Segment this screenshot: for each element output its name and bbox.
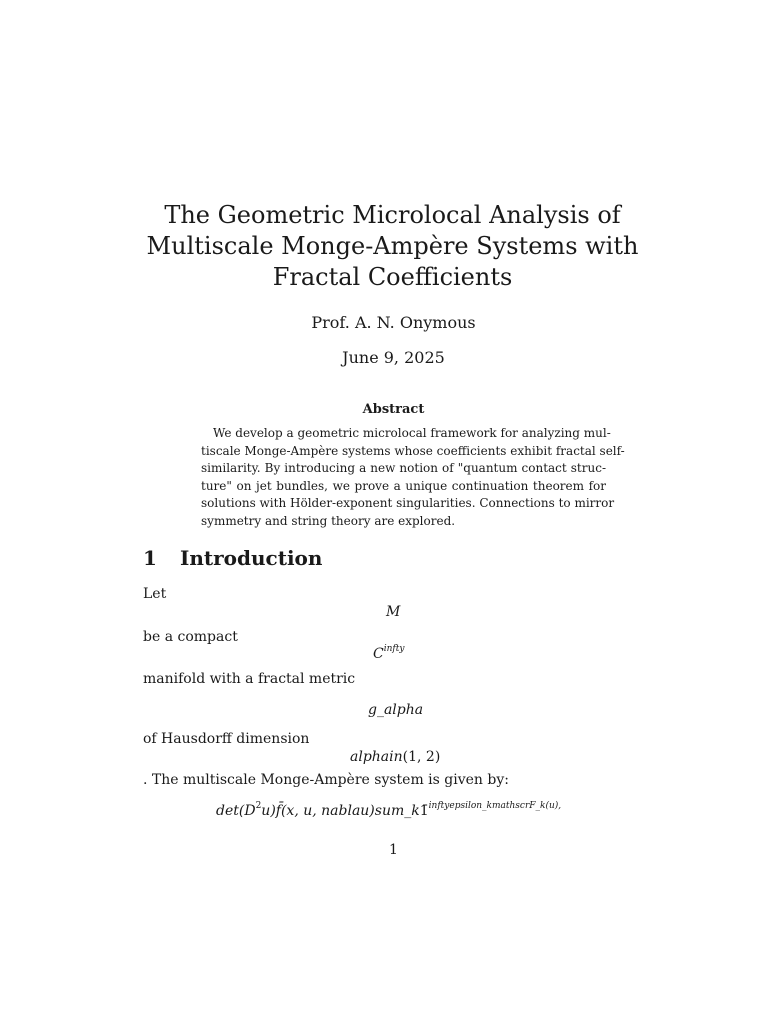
text-manifold: manifold with a fractal metric <box>143 671 356 687</box>
math-alpha-interval <box>350 749 440 765</box>
publication-date: June 9, 2025 <box>342 348 445 367</box>
abstract-heading: Abstract <box>362 402 425 417</box>
text-hausdorff: of Hausdorff dimension <box>143 731 310 747</box>
eq-one: 1̄ <box>419 803 429 819</box>
abstract-line-5: solutions with Hölder-exponent singularities. Connections to mirror <box>201 496 615 510</box>
math-C-infty <box>373 646 404 662</box>
paper-title <box>120 200 665 293</box>
math-C-base: C <box>373 646 384 662</box>
section-heading-introduction <box>143 546 322 570</box>
abstract-line-1: We develop a geometric microlocal framework for analyzing mul- <box>213 426 611 440</box>
equation-monge-ampere <box>216 803 561 819</box>
abstract-body <box>201 425 625 530</box>
title-line-1: The Geometric Microlocal Analysis of <box>164 201 621 229</box>
math-M: M <box>386 604 401 620</box>
eq-det: det(D <box>216 803 256 819</box>
text-system: . The multiscale Monge-Ampère system is given by: <box>143 772 509 788</box>
math-interval: (1, 2) <box>402 749 441 765</box>
text-let: Let <box>143 586 167 602</box>
page-number: 1 <box>389 842 398 858</box>
math-alpha-in: alphain <box>350 749 403 765</box>
abstract-line-6: symmetry and string theory are explored. <box>201 513 456 528</box>
eq-superscript-tail: inftyepsilon_kmathscrF_k(u), <box>428 801 562 811</box>
abstract-line-3: similarity. By introducing a new notion of "quantum contact struc- <box>201 461 606 475</box>
title-line-2: Multiscale Monge-Ampère Systems with <box>146 232 639 260</box>
author-name: Prof. A. N. Onymous <box>311 313 476 332</box>
eq-f: f̄ <box>275 803 281 819</box>
title-line-3: Fractal Coefficients <box>272 263 513 291</box>
eq-power-2: 2 <box>255 801 262 811</box>
abstract-line-4: ture" on jet bundles, we prove a unique continuation theorem for <box>201 478 606 493</box>
text-be-compact: be a compact <box>143 629 238 645</box>
eq-args: (x, u, nablau)sum_k <box>280 803 420 819</box>
math-g-alpha: g_alpha <box>368 702 424 718</box>
section-number: 1 <box>143 546 157 570</box>
abstract-line-2: tiscale Monge-Ampère systems whose coefficients exhibit fractal self- <box>201 443 625 458</box>
math-C-superscript: infty <box>383 644 405 654</box>
section-title: Introduction <box>180 546 323 570</box>
eq-u: u) <box>261 803 276 819</box>
